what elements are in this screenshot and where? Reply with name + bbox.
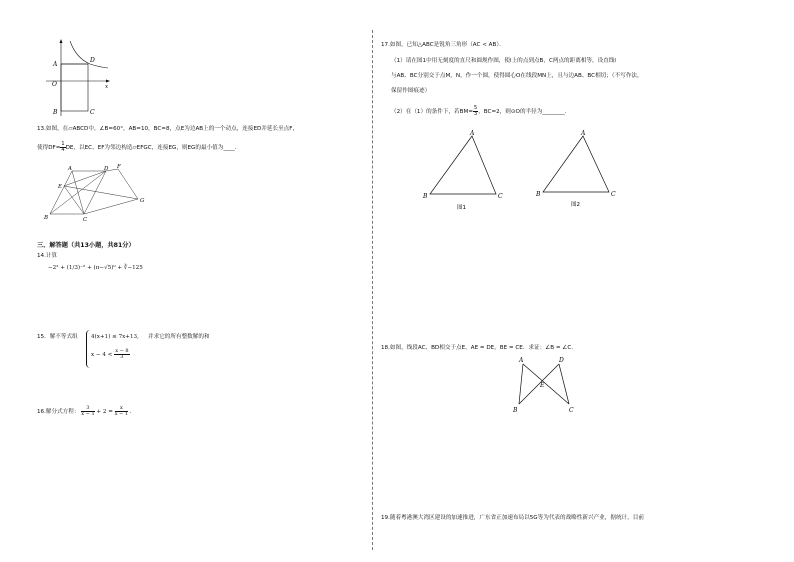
q16-fraction-right: $\frac{x}{x - 1}$	[114, 405, 129, 417]
label-C: C	[498, 193, 503, 200]
label-E: E	[58, 184, 63, 190]
q14-expression: −2² + (1/3)⁻² + (π−√5)⁰ + ∛−125	[48, 265, 143, 271]
label-A: A	[581, 130, 586, 137]
fig2-caption: 图2	[571, 202, 580, 208]
label-A: A	[53, 61, 58, 68]
q16-fraction-left: $\frac{3}{x - 1}$	[81, 405, 95, 417]
q19-text: 19.随着粤港澳大湾区建设的加速推进，广东省正加速布局以5G等为代表的战略性新兴产业，据统计，目前	[381, 515, 644, 521]
label-C: C	[611, 191, 616, 198]
q15-inequality-1: 4(x+1) ≤ 7x+13,	[91, 334, 139, 340]
label-C: C	[90, 109, 95, 116]
q15-inequality-2: x − 4 < $\frac{x - 8}{3}$	[91, 348, 129, 360]
label-B: B	[513, 407, 518, 414]
label-C: C	[569, 407, 574, 414]
label-E: E	[540, 382, 545, 389]
label-F: F	[117, 164, 121, 170]
q17-figure-2	[533, 128, 623, 213]
section-3-heading: 三、解答题（共13小题，共81分）	[37, 242, 135, 249]
q14-line1: 14.计算	[37, 253, 58, 259]
q13-figure	[42, 164, 152, 224]
label-D: D	[104, 166, 109, 172]
q18-figure	[507, 354, 579, 416]
q12-figure	[44, 38, 114, 118]
label-B: B	[536, 191, 541, 198]
label-G: G	[140, 198, 145, 204]
q16-prefix: 16.解分式方程：	[37, 409, 80, 415]
q15-suffix: 并求它的所有整数解的和	[148, 334, 210, 340]
fig1-caption: 图1	[457, 205, 466, 211]
label-B: B	[53, 109, 58, 116]
q16-equation	[37, 406, 135, 417]
column-divider	[372, 30, 373, 550]
label-O: O	[52, 81, 57, 88]
q17-fraction: $\frac{5}{3}$	[474, 105, 478, 117]
label-D: D	[559, 357, 564, 364]
label-A: A	[519, 357, 524, 364]
q17-part1-line2: 与AB、BC分别交于点M，N，作一个圆，使得圆心O在线段MN上，且与边AB、BC相切；（不写作法，	[391, 73, 643, 79]
label-B: B	[423, 193, 428, 200]
q17-part2: （2）在（1）的条件下，若BM= $\frac{5}{3}$ ，BC=2，则⊙O的半径为________．	[391, 105, 571, 117]
q16-middle: + 2 =	[96, 409, 113, 415]
q17-part1-line3: 保留作图痕迹）	[391, 88, 431, 94]
q13-line2-pre: 使得DF=	[37, 145, 61, 151]
label-x: x	[105, 84, 109, 90]
q13-line2-post: DE，以EC、EF为邻边构造▱EFGC，连接EG，则EG的最小值为____．	[65, 145, 241, 151]
q15-prefix: 15．解不等式组	[37, 334, 78, 340]
q13-fraction: $\frac{1}{4}$	[61, 141, 65, 153]
q13-line1: 13.如图，在▱ABCD中，∠B=60°，AB=10，BC=8，点E为边AB上的一个动点，连接ED并延长至点F，	[37, 126, 299, 132]
q13-line2	[37, 142, 240, 153]
q16-suffix: ．	[129, 409, 136, 415]
label-D: D	[90, 57, 95, 64]
q17-title: 17.如图，已知△ABC是锐角三角形（AC < AB）．	[381, 42, 505, 48]
q18-text: 18.如图，线段AC、BD相交于点E，AE = DE，BE = CE．求证：∠B = ∠C．	[381, 345, 577, 351]
label-B: B	[44, 215, 49, 221]
q17-figure-1	[420, 128, 510, 213]
label-C: C	[83, 217, 88, 223]
q17-part1-line1: （1）请在图1中用无刻度的直尺和圆规作图，使l上的点到点B，C两点的距离相等，设直线l	[391, 58, 616, 64]
label-A: A	[470, 130, 475, 137]
label-A: A	[68, 166, 72, 172]
